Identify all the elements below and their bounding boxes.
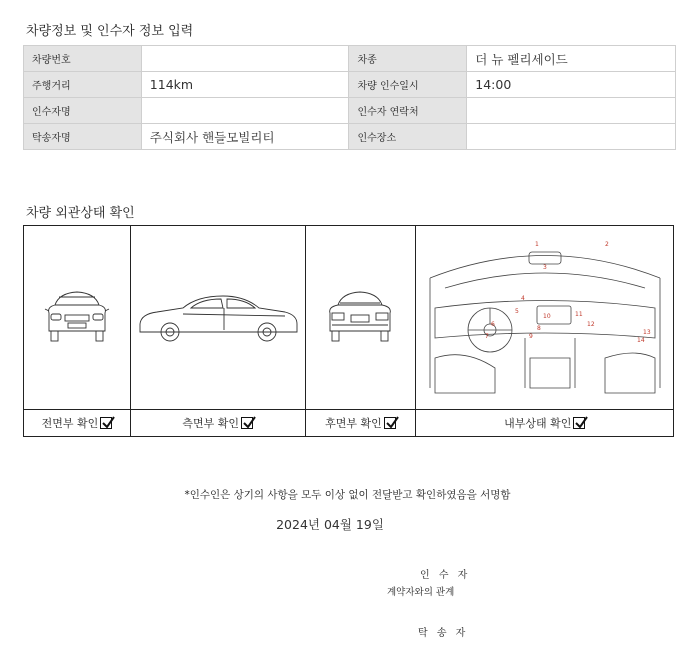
car-rear-icon [306,226,416,410]
info-label: 차종 [349,46,467,72]
interior-marker: 12 [586,321,595,328]
rear-check-caption[interactable] [306,409,416,436]
info-value-field[interactable]: 더 뉴 펠리세이드 [467,46,676,72]
info-value-field[interactable] [467,124,676,150]
front-check-label: 전면부 확인 [41,417,99,430]
interior-marker: 10 [542,313,551,320]
info-label: 차량 인수일시 [349,72,467,98]
info-value-field[interactable]: 114km [141,72,349,98]
side-check-label: 측면부 확인 [182,417,240,430]
info-section-title: 차량정보 및 인수자 정보 입력 [26,24,194,39]
consignor-signature-label: 탁 송 자 [418,628,469,639]
interior-marker: 11 [574,311,583,318]
interior-marker: 14 [636,337,645,344]
info-value-field[interactable] [141,46,349,72]
info-row [24,124,676,150]
vehicle-info-table [23,45,676,150]
car-front-icon [24,226,130,410]
interior-marker: 3 [542,264,547,271]
rear-check-label: 후면부 확인 [325,417,382,430]
info-label: 차량번호 [24,46,142,72]
exterior-section-title: 차량 외관상태 확인 [26,206,135,221]
rear-panel [306,226,417,436]
interior-check-label: 내부상태 확인 [504,417,572,430]
info-row [24,72,676,98]
interior-marker: 7 [484,333,489,340]
interior-marker: 5 [514,308,519,315]
info-value-field[interactable] [467,98,676,124]
rear-checkbox[interactable] [384,417,396,429]
car-interior-icon [416,226,673,410]
interior-marker: 2 [604,241,609,248]
info-value-field[interactable] [141,98,349,124]
interior-check-caption[interactable] [416,409,673,436]
front-check-caption[interactable] [24,409,130,436]
side-check-caption[interactable] [131,409,305,436]
interior-marker: 1 [534,241,539,248]
exterior-check-grid [23,225,674,437]
interior-panel [416,226,673,436]
interior-marker: 9 [528,333,533,340]
side-checkbox[interactable] [241,417,253,429]
car-side-icon [131,226,305,410]
receiver-signature-label: 인 수 자 [420,570,471,581]
interior-marker: 8 [536,325,541,332]
interior-marker: 13 [642,329,651,336]
info-row [24,46,676,72]
info-value-field[interactable]: 14:00 [467,72,676,98]
contract-relation-label: 계약자와의 관계 [387,587,455,598]
info-label: 인수자 연락처 [349,98,467,124]
interior-checkbox[interactable] [573,417,585,429]
side-panel [131,226,306,436]
info-label: 주행거리 [24,72,142,98]
info-value-field[interactable]: 주식회사 핸들모빌리티 [141,124,349,150]
info-label: 인수장소 [349,124,467,150]
front-checkbox[interactable] [100,417,112,429]
info-label: 탁송자명 [24,124,142,150]
info-row [24,98,676,124]
front-panel [24,226,131,436]
interior-marker: 4 [520,295,525,302]
info-label: 인수자명 [24,98,142,124]
confirmation-date: 2024년 04월 19일 [276,517,384,532]
confirmation-note: *인수인은 상기의 사항을 모두 이상 없이 전달받고 확인하였음을 서명함 [184,489,511,501]
interior-marker: 6 [490,321,495,328]
